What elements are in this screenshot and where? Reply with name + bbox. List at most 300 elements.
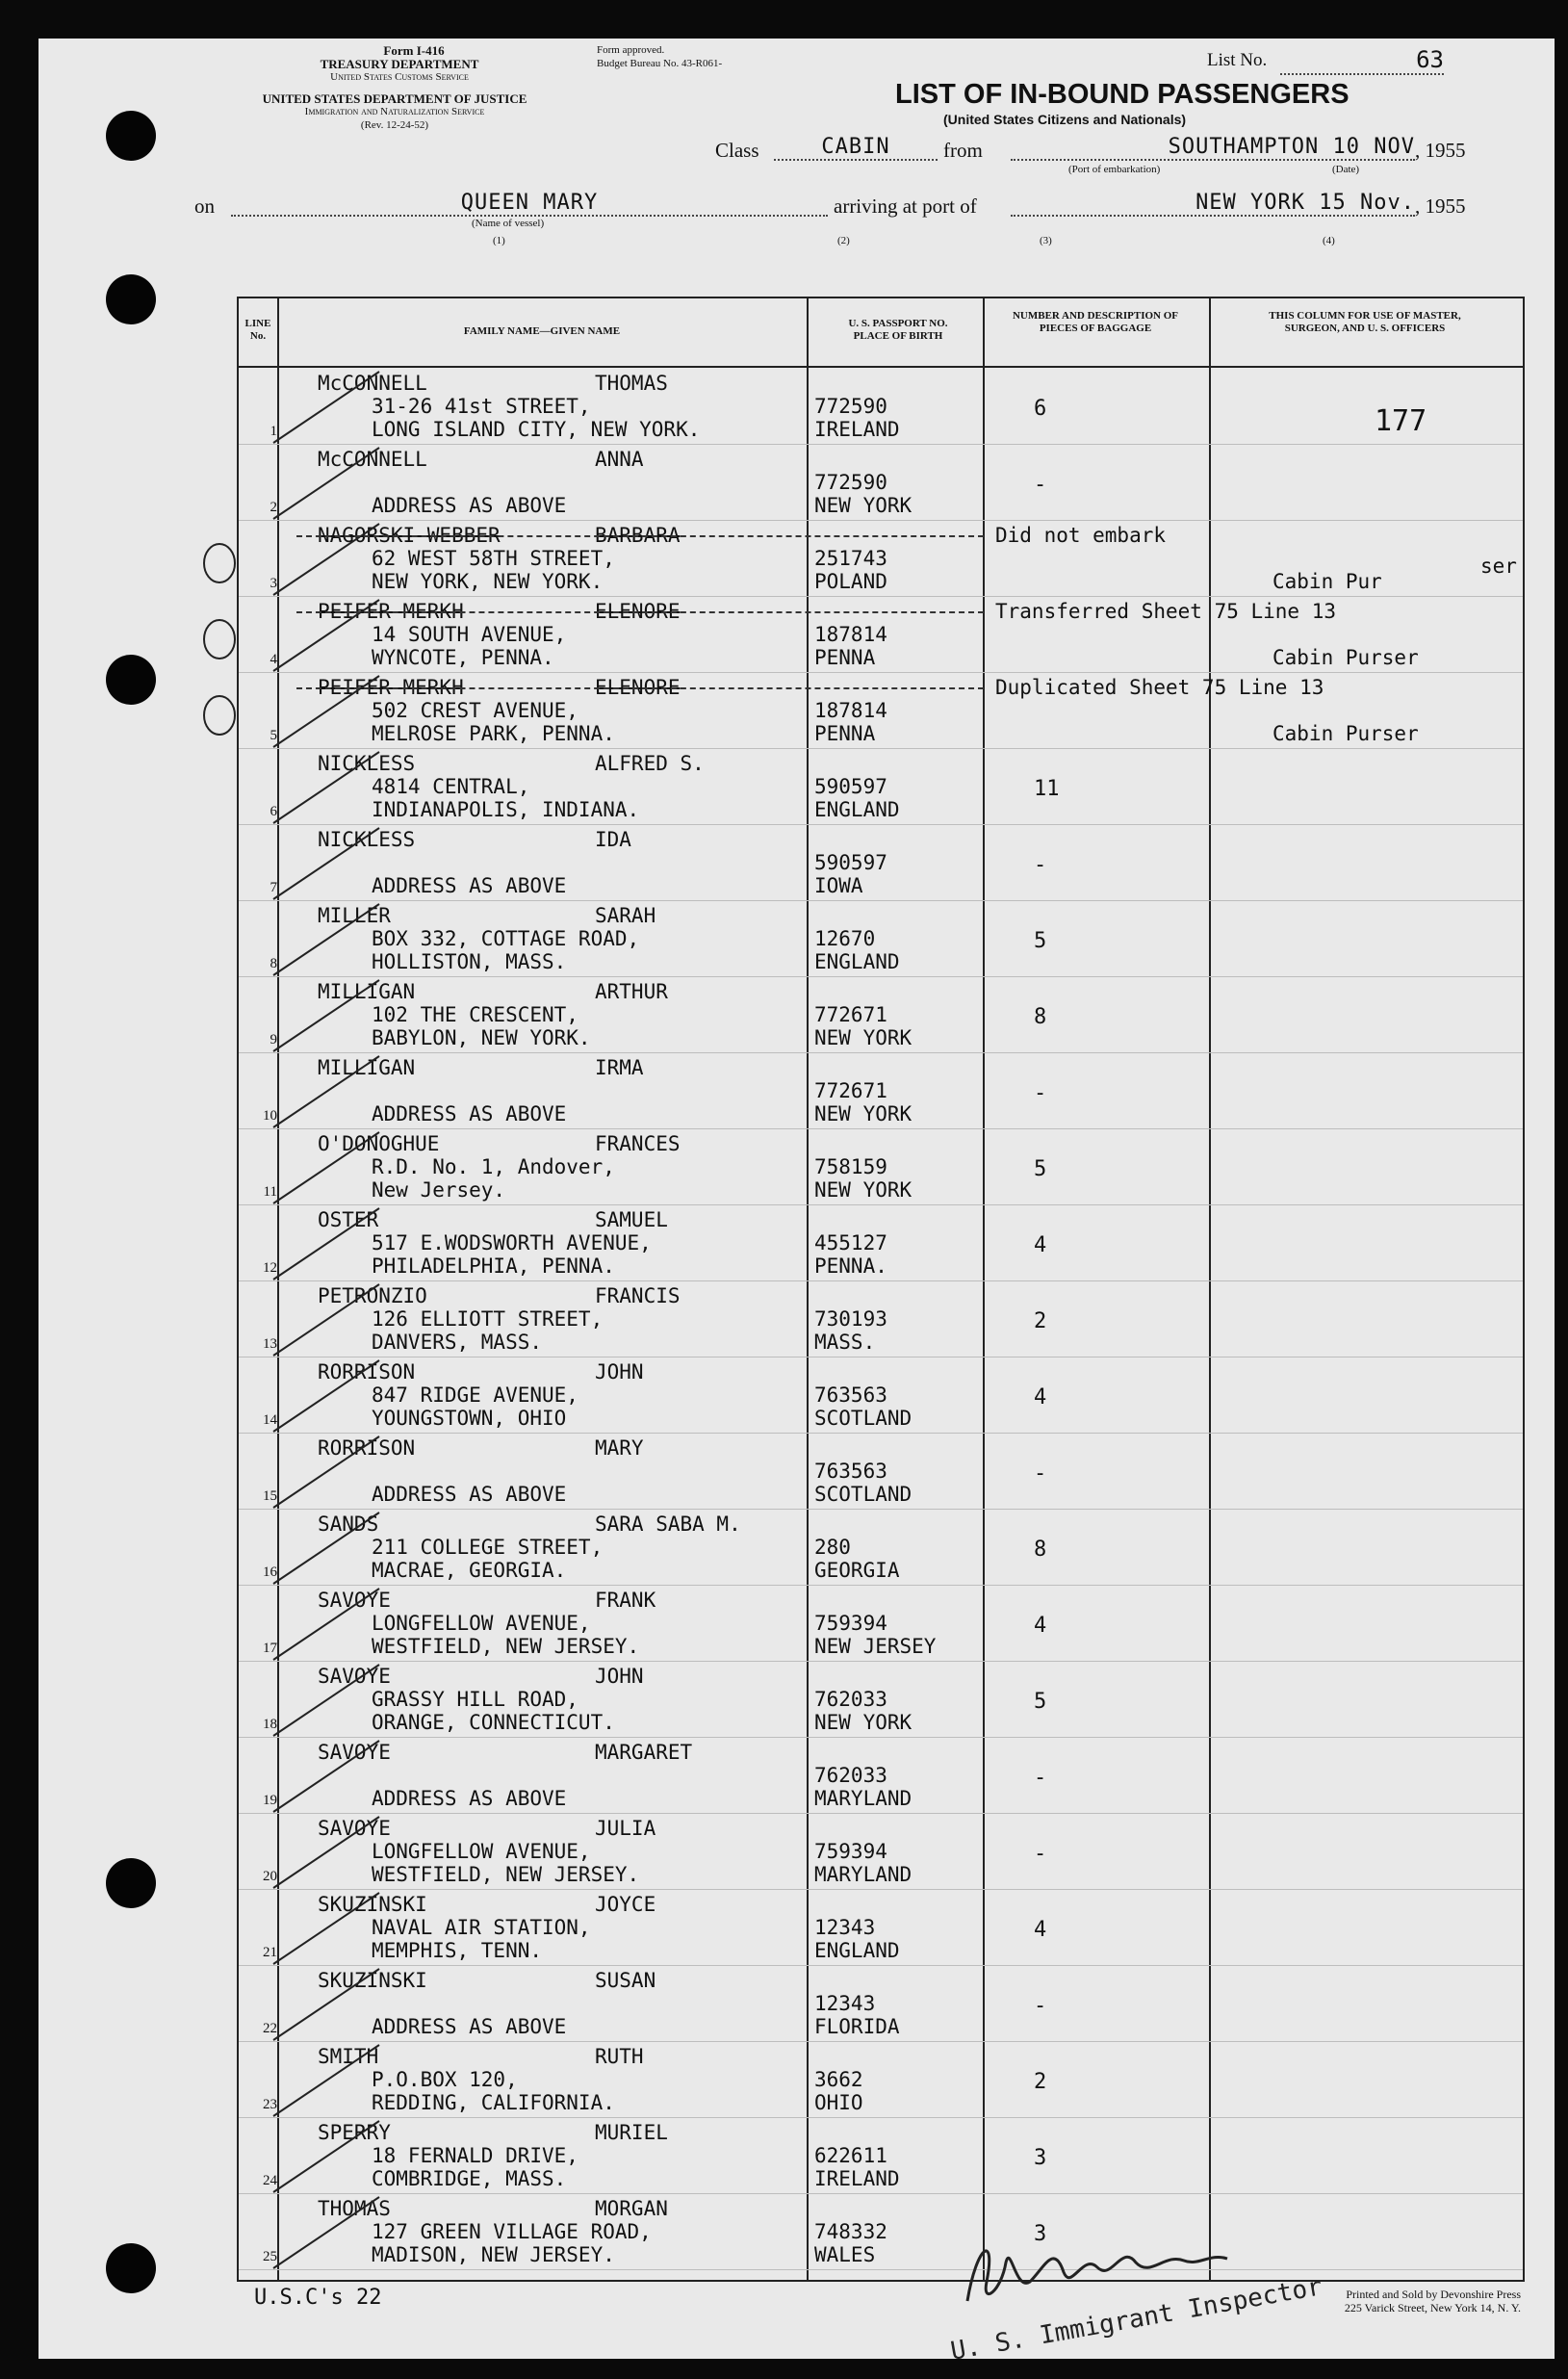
table-row <box>239 1661 1523 1738</box>
row-officer-note: Duplicated Sheet 75 Line 13 <box>995 676 1324 699</box>
row-family-name: PEIFER-MERKH <box>318 600 464 623</box>
hand-check-mark <box>254 1809 398 1896</box>
row-address-line-2: LONG ISLAND CITY, NEW YORK. <box>372 418 701 441</box>
port-embarkation-caption: (Port of embarkation) <box>1068 164 1161 175</box>
row-place-of-birth: SCOTLAND <box>814 1407 913 1430</box>
table-row <box>239 2193 1523 2270</box>
row-address-line-1: NAVAL AIR STATION, <box>372 1916 591 1939</box>
table-row <box>239 1280 1523 1358</box>
row-passport-number: 772590 <box>814 471 887 494</box>
row-line-number: 17 <box>263 1641 277 1656</box>
row-given-name: JULIA <box>595 1817 656 1840</box>
row-place-of-birth: IOWA <box>814 874 863 897</box>
row-line-number: 7 <box>270 880 277 895</box>
row-officer-signoff: Cabin Purser <box>1272 722 1419 745</box>
row-family-name: SKUZINSKI <box>318 1893 427 1916</box>
row-address-line-2: WYNCOTE, PENNA. <box>372 646 554 669</box>
punch-hole <box>106 2243 156 2293</box>
row-address-line-2: ORANGE, CONNECTICUT. <box>372 1711 615 1734</box>
row-address-line-2: MADISON, NEW JERSEY. <box>372 2243 615 2266</box>
table-row <box>239 520 1523 597</box>
row-passport-number: 762033 <box>814 1764 887 1787</box>
from-year: , 1955 <box>1415 139 1466 162</box>
row-address-line-2: ADDRESS AS ABOVE <box>372 1787 567 1810</box>
table-row <box>239 1965 1523 2042</box>
row-line-number: 14 <box>263 1412 277 1428</box>
table-row <box>239 1128 1523 1205</box>
row-place-of-birth: MARYLAND <box>814 1787 913 1810</box>
row-family-name: MILLIGAN <box>318 980 416 1003</box>
row-officer-note: Did not embark <box>995 524 1167 547</box>
row-address-line-2: REDDING, CALIFORNIA. <box>372 2091 615 2114</box>
table-row <box>239 672 1523 749</box>
row-place-of-birth: ENGLAND <box>814 798 900 821</box>
row-passport-number: 12670 <box>814 927 876 950</box>
row-line-number: 19 <box>263 1793 277 1808</box>
row-place-of-birth: GEORGIA <box>814 1559 900 1582</box>
row-family-name: OSTER <box>318 1208 379 1231</box>
punch-hole <box>106 274 156 324</box>
row-baggage-count: 11 <box>1034 777 1060 801</box>
row-given-name: ELENORE <box>595 676 681 699</box>
hand-check-mark <box>254 1201 398 1287</box>
hand-check-mark <box>254 1733 398 1820</box>
row-line-number: 4 <box>270 652 277 667</box>
row-address-line-1: 18 FERNALD DRIVE, <box>372 2144 578 2167</box>
row-address-line-1: 517 E.WODSWORTH AVENUE, <box>372 1231 652 1254</box>
row-line-number: 9 <box>270 1032 277 1047</box>
row-given-name: ALFRED S. <box>595 752 705 775</box>
row-baggage-count: - <box>1034 1766 1047 1790</box>
table-row <box>239 1889 1523 1966</box>
row-place-of-birth: NEW YORK <box>814 494 913 517</box>
table-row <box>239 2117 1523 2194</box>
header-line-no: LINE No. <box>244 318 271 342</box>
table-header <box>239 298 1523 368</box>
row-passport-number: 772590 <box>814 395 887 418</box>
row-officer-signoff: Cabin Purser <box>1272 646 1419 669</box>
row-place-of-birth: ENGLAND <box>814 950 900 973</box>
row-baggage-count: - <box>1034 1081 1047 1105</box>
row-address-line-2: MEMPHIS, TENN. <box>372 1939 543 1962</box>
row-given-name: SAMUEL <box>595 1208 668 1231</box>
table-row <box>239 444 1523 521</box>
list-no-label: List No. <box>1207 50 1268 70</box>
form-number: Form I-416 <box>383 43 445 58</box>
row-line-number: 22 <box>263 2021 277 2036</box>
row-address-line-1: P.O.BOX 120, <box>372 2068 518 2091</box>
hand-check-mark <box>254 972 398 1059</box>
row-address-line-2: WESTFIELD, NEW JERSEY. <box>372 1635 640 1658</box>
row-baggage-count: - <box>1034 473 1047 497</box>
passenger-table <box>237 297 1525 2282</box>
row-address-line-1: LONGFELLOW AVENUE, <box>372 1840 591 1863</box>
row-line-number: 24 <box>263 2173 277 2188</box>
row-line-number: 25 <box>263 2249 277 2264</box>
row-address-line-2: COMBRIDGE, MASS. <box>372 2167 567 2190</box>
row-family-name: SAVOYE <box>318 1817 391 1840</box>
row-address-line-2: ADDRESS AS ABOVE <box>372 1102 567 1125</box>
on-label: on <box>194 194 215 218</box>
row-passport-number: 590597 <box>814 851 887 874</box>
hand-check-mark <box>254 1961 398 2048</box>
void-dashed-line <box>296 535 984 537</box>
date-caption: (Date) <box>1332 164 1360 175</box>
row-baggage-count: 6 <box>1034 397 1047 421</box>
row-line-number: 6 <box>270 804 277 819</box>
header-name: FAMILY NAME—GIVEN NAME <box>463 325 621 337</box>
row-place-of-birth: SCOTLAND <box>814 1483 913 1506</box>
row-baggage-count: 4 <box>1034 1614 1047 1638</box>
ins-service: Immigration and Naturalization Service <box>304 106 485 117</box>
column-3-number: (3) <box>1040 235 1052 246</box>
row-address-line-1: R.D. No. 1, Andover, <box>372 1155 615 1178</box>
table-row <box>239 824 1523 901</box>
hand-check-mark <box>254 1048 398 1135</box>
row-passport-number: 748332 <box>814 2220 887 2243</box>
row-place-of-birth: PENNA <box>814 646 876 669</box>
row-passport-number: 772671 <box>814 1079 887 1102</box>
row-place-of-birth: NEW YORK <box>814 1102 913 1125</box>
row-given-name: RUTH <box>595 2045 644 2068</box>
row-address-line-1: GRASSY HILL ROAD, <box>372 1688 578 1711</box>
form-revision: (Rev. 12-24-52) <box>360 119 429 131</box>
row-family-name: NAGORSKI-WEBBER <box>318 524 501 547</box>
printer-credit <box>1232 2288 1521 2314</box>
row-place-of-birth: NEW YORK <box>814 1178 913 1202</box>
row-line-number: 11 <box>263 1184 277 1200</box>
budget-bureau: Budget Bureau No. 43-R061- <box>597 58 723 69</box>
row-family-name: MILLER <box>318 904 391 927</box>
row-line-number: 13 <box>263 1336 277 1352</box>
row-place-of-birth: OHIO <box>814 2091 863 2114</box>
row-family-name: PETRONZIO <box>318 1284 427 1307</box>
circled-line-mark <box>200 691 239 739</box>
manifest-sheet <box>39 39 1555 2366</box>
row-family-name: NICKLESS <box>318 752 416 775</box>
row-line-number: 5 <box>270 728 277 743</box>
punch-hole <box>106 111 156 161</box>
row-passport-number: 763563 <box>814 1383 887 1407</box>
table-row <box>239 1737 1523 1814</box>
row-place-of-birth: IRELAND <box>814 418 900 441</box>
row-given-name: JOHN <box>595 1360 644 1383</box>
row-passport-number: 187814 <box>814 699 887 722</box>
row-baggage-count: 3 <box>1034 2222 1047 2246</box>
row-address-line-2: ADDRESS AS ABOVE <box>372 2015 567 2038</box>
row-line-number: 20 <box>263 1869 277 1884</box>
row-baggage-count: 5 <box>1034 1157 1047 1181</box>
vessel-caption: (Name of vessel) <box>472 218 545 229</box>
table-row <box>239 368 1523 445</box>
hand-check-mark <box>254 1505 398 1591</box>
table-row <box>239 1052 1523 1129</box>
row-family-name: RORRISON <box>318 1360 416 1383</box>
row-baggage-count: - <box>1034 1994 1047 2018</box>
header-officers: THIS COLUMN FOR USE OF MASTER, SURGEON, AND U. S. OFFICERS <box>1269 310 1461 334</box>
hand-check-mark <box>254 668 398 755</box>
row-family-name: SAVOYE <box>318 1589 391 1612</box>
row-family-name: NICKLESS <box>318 828 416 851</box>
circled-line-mark <box>200 615 239 663</box>
row-passport-number: 3662 <box>814 2068 863 2091</box>
hand-check-mark <box>254 364 398 451</box>
row-family-name: SAVOYE <box>318 1665 391 1688</box>
row-family-name: SPERRY <box>318 2121 391 2144</box>
hand-check-mark <box>254 2037 398 2124</box>
row-baggage-count: 5 <box>1034 1690 1047 1714</box>
footer-usc-count: U.S.C's 22 <box>254 2286 382 2310</box>
row-officer-note: Transferred Sheet 75 Line 13 <box>995 600 1337 623</box>
column-2-number: (2) <box>837 235 850 246</box>
hand-check-mark <box>254 1429 398 1515</box>
row-passport-number: 590597 <box>814 775 887 798</box>
justice-dept: UNITED STATES DEPARTMENT OF JUSTICE <box>262 91 527 106</box>
punch-hole <box>106 1858 156 1908</box>
row-place-of-birth: MARYLAND <box>814 1863 913 1886</box>
row-given-name: FRANK <box>595 1589 656 1612</box>
row-place-of-birth: NEW YORK <box>814 1711 913 1734</box>
row-officer-signoff: Cabin Pur <box>1272 570 1382 593</box>
form-subtitle: (United States Citizens and Nationals) <box>943 112 1187 127</box>
circled-line-mark <box>200 539 239 587</box>
table-row <box>239 1433 1523 1510</box>
row-passport-number: 763563 <box>814 1460 887 1483</box>
row-line-number: 10 <box>263 1108 277 1124</box>
row-place-of-birth: IRELAND <box>814 2167 900 2190</box>
row-family-name: SAVOYE <box>318 1741 391 1764</box>
class-label: Class <box>715 139 759 162</box>
row-given-name: MORGAN <box>595 2197 668 2220</box>
row-passport-number: 187814 <box>814 623 887 646</box>
row-baggage-count: - <box>1034 1461 1047 1486</box>
row-place-of-birth: PENNA <box>814 722 876 745</box>
hand-check-mark <box>254 1125 398 1211</box>
row-passport-number: 251743 <box>814 547 887 570</box>
hand-check-mark <box>254 1353 398 1439</box>
row-place-of-birth: PENNA. <box>814 1254 887 1278</box>
customs-service: United States Customs Service <box>330 71 469 83</box>
row-given-name: ANNA <box>595 448 644 471</box>
hand-check-mark <box>254 1657 398 1744</box>
row-passport-number: 455127 <box>814 1231 887 1254</box>
row-address-line-2: BABYLON, NEW YORK. <box>372 1026 591 1049</box>
row-baggage-count: 2 <box>1034 1309 1047 1333</box>
hand-check-mark <box>254 592 398 679</box>
row-given-name: IDA <box>595 828 631 851</box>
table-row <box>239 596 1523 673</box>
printer-line-1: Printed and Sold by Devonshire Press <box>1346 2288 1521 2301</box>
arrival-port: NEW YORK 15 Nov. <box>1011 191 1415 217</box>
table-row <box>239 1585 1523 1662</box>
row-family-name: MILLIGAN <box>318 1056 416 1079</box>
row-passport-number: 622611 <box>814 2144 887 2167</box>
hand-check-mark <box>254 896 398 983</box>
row-place-of-birth: POLAND <box>814 570 887 593</box>
row-baggage-count: 8 <box>1034 1005 1047 1029</box>
inspector-signature <box>958 2214 1237 2320</box>
row-address-line-2: YOUNGSTOWN, OHIO <box>372 1407 567 1430</box>
row-passport-number: 759394 <box>814 1840 887 1863</box>
table-row <box>239 2041 1523 2118</box>
row-address-line-1: 502 CREST AVENUE, <box>372 699 578 722</box>
row-address-line-1: LONGFELLOW AVENUE, <box>372 1612 591 1635</box>
row-address-line-2: MACRAE, GEORGIA. <box>372 1559 567 1582</box>
row-line-number: 16 <box>263 1564 277 1580</box>
hand-check-mark <box>254 516 398 603</box>
row-address-line-1: 102 THE CRESCENT, <box>372 1003 578 1026</box>
row-line-number: 21 <box>263 1945 277 1960</box>
hand-check-mark <box>254 440 398 527</box>
row-place-of-birth: ENGLAND <box>814 1939 900 1962</box>
row-given-name: BARBARA <box>595 524 681 547</box>
punch-hole <box>106 655 156 705</box>
row-given-name: SARAH <box>595 904 656 927</box>
row-line-number: 23 <box>263 2097 277 2112</box>
row-family-name: PEIFER-MERKH <box>318 676 464 699</box>
inspector-stamp: U. S. Immigrant Inspector <box>948 2272 1324 2366</box>
row-family-name: McCONNELL <box>318 372 427 395</box>
hand-check-mark <box>254 2113 398 2200</box>
row-address-line-2: PHILADELPHIA, PENNA. <box>372 1254 615 1278</box>
row-address-line-2: MELROSE PARK, PENNA. <box>372 722 615 745</box>
row-given-name: ARTHUR <box>595 980 668 1003</box>
row-given-name: FRANCES <box>595 1132 681 1155</box>
row-given-name: THOMAS <box>595 372 668 395</box>
table-row <box>239 1509 1523 1586</box>
table-row <box>239 1204 1523 1281</box>
treasury-dept: TREASURY DEPARTMENT <box>320 57 479 71</box>
officer-number: 177 <box>1375 404 1427 438</box>
row-given-name: MARGARET <box>595 1741 693 1764</box>
row-passport-number: 12343 <box>814 1916 876 1939</box>
row-line-number: 3 <box>270 576 277 591</box>
row-address-line-2: INDIANAPOLIS, INDIANA. <box>372 798 640 821</box>
row-line-number: 12 <box>263 1260 277 1276</box>
vessel-name: QUEEN MARY <box>231 191 828 217</box>
row-address-line-2: ADDRESS AS ABOVE <box>372 874 567 897</box>
row-passport-number: 772671 <box>814 1003 887 1026</box>
row-address-line-1: 14 SOUTH AVENUE, <box>372 623 567 646</box>
list-no-value: 63 <box>1280 46 1444 75</box>
row-family-name: McCONNELL <box>318 448 427 471</box>
row-address-line-2: NEW YORK, NEW YORK. <box>372 570 604 593</box>
row-address-line-2: WESTFIELD, NEW JERSEY. <box>372 1863 640 1886</box>
row-place-of-birth: WALES <box>814 2243 876 2266</box>
row-address-line-1: 4814 CENTRAL, <box>372 775 530 798</box>
from-label: from <box>943 139 983 162</box>
row-line-number: 8 <box>270 956 277 971</box>
row-passport-number: 762033 <box>814 1688 887 1711</box>
row-given-name: JOHN <box>595 1665 644 1688</box>
row-given-name: SARA SABA M. <box>595 1513 741 1536</box>
arrival-year: , 1955 <box>1415 194 1466 218</box>
row-address-line-1: 62 WEST 58TH STREET, <box>372 547 615 570</box>
hand-check-mark <box>254 1581 398 1668</box>
row-baggage-count: 3 <box>1034 2146 1047 2170</box>
row-family-name: RORRISON <box>318 1436 416 1460</box>
row-baggage-count: 5 <box>1034 929 1047 953</box>
header-passport: U. S. PASSPORT NO. PLACE OF BIRTH <box>848 318 948 342</box>
table-row <box>239 976 1523 1053</box>
from-value: SOUTHAMPTON 10 NOV <box>1011 135 1415 161</box>
row-baggage-count: 4 <box>1034 1918 1047 1942</box>
row-address-line-1: 31-26 41st STREET, <box>372 395 591 418</box>
hand-check-mark <box>254 2189 398 2276</box>
row-passport-number: 12343 <box>814 1992 876 2015</box>
row-address-line-2: HOLLISTON, MASS. <box>372 950 567 973</box>
table-row <box>239 1813 1523 1890</box>
form-approved: Form approved. <box>597 44 665 56</box>
row-given-name: JOYCE <box>595 1893 656 1916</box>
arriving-label: arriving at port of <box>834 194 977 218</box>
hand-check-mark <box>254 1277 398 1363</box>
row-address-line-2: ADDRESS AS ABOVE <box>372 1483 567 1506</box>
row-family-name: SANDS <box>318 1513 379 1536</box>
column-4-number: (4) <box>1323 235 1335 246</box>
table-row <box>239 900 1523 977</box>
row-family-name: O'DONOGHUE <box>318 1132 440 1155</box>
row-line-number: 15 <box>263 1488 277 1504</box>
row-given-name: MARY <box>595 1436 644 1460</box>
row-given-name: MURIEL <box>595 2121 668 2144</box>
row-baggage-count: 2 <box>1034 2070 1047 2094</box>
row-passport-number: 759394 <box>814 1612 887 1635</box>
void-dashed-line <box>296 611 984 613</box>
row-given-name: ELENORE <box>595 600 681 623</box>
row-given-name: FRANCIS <box>595 1284 681 1307</box>
row-address-line-2: New Jersey. <box>372 1178 506 1202</box>
class-value: CABIN <box>774 135 938 161</box>
row-line-number: 18 <box>263 1717 277 1732</box>
header-baggage: NUMBER AND DESCRIPTION OF PIECES OF BAGGAGE <box>1012 310 1179 334</box>
row-address-line-1: BOX 332, COTTAGE ROAD, <box>372 927 640 950</box>
row-baggage-count: - <box>1034 1842 1047 1866</box>
row-line-number: 2 <box>270 500 277 515</box>
row-address-line-2: ADDRESS AS ABOVE <box>372 494 567 517</box>
row-address-line-1: 126 ELLIOTT STREET, <box>372 1307 604 1331</box>
row-address-line-1: 847 RIDGE AVENUE, <box>372 1383 578 1407</box>
row-baggage-count: 4 <box>1034 1385 1047 1409</box>
row-place-of-birth: FLORIDA <box>814 2015 900 2038</box>
hand-check-mark <box>254 1885 398 1972</box>
row-family-name: SKUZINSKI <box>318 1969 427 1992</box>
row-passport-number: 280 <box>814 1536 851 1559</box>
row-place-of-birth: MASS. <box>814 1331 876 1354</box>
row-baggage-count: 4 <box>1034 1233 1047 1257</box>
row-place-of-birth: NEW YORK <box>814 1026 913 1049</box>
row-officer-signoff-continued: ser <box>1480 555 1517 578</box>
hand-check-mark <box>254 744 398 831</box>
hand-check-mark <box>254 820 398 907</box>
row-family-name: THOMAS <box>318 2197 391 2220</box>
row-passport-number: 758159 <box>814 1155 887 1178</box>
row-line-number: 1 <box>270 424 277 439</box>
table-row <box>239 748 1523 825</box>
form-title: LIST OF IN-BOUND PASSENGERS <box>895 79 1350 110</box>
column-1-number: (1) <box>493 235 505 246</box>
row-given-name: IRMA <box>595 1056 644 1079</box>
row-baggage-count: - <box>1034 853 1047 877</box>
printer-line-2: 225 Varick Street, New York 14, N. Y. <box>1344 2301 1521 2314</box>
row-address-line-2: DANVERS, MASS. <box>372 1331 543 1354</box>
row-baggage-count: 8 <box>1034 1538 1047 1562</box>
row-address-line-1: 211 COLLEGE STREET, <box>372 1536 604 1559</box>
row-address-line-1: 127 GREEN VILLAGE ROAD, <box>372 2220 652 2243</box>
table-row <box>239 1357 1523 1434</box>
void-dashed-line <box>296 687 984 689</box>
row-place-of-birth: NEW JERSEY <box>814 1635 937 1658</box>
